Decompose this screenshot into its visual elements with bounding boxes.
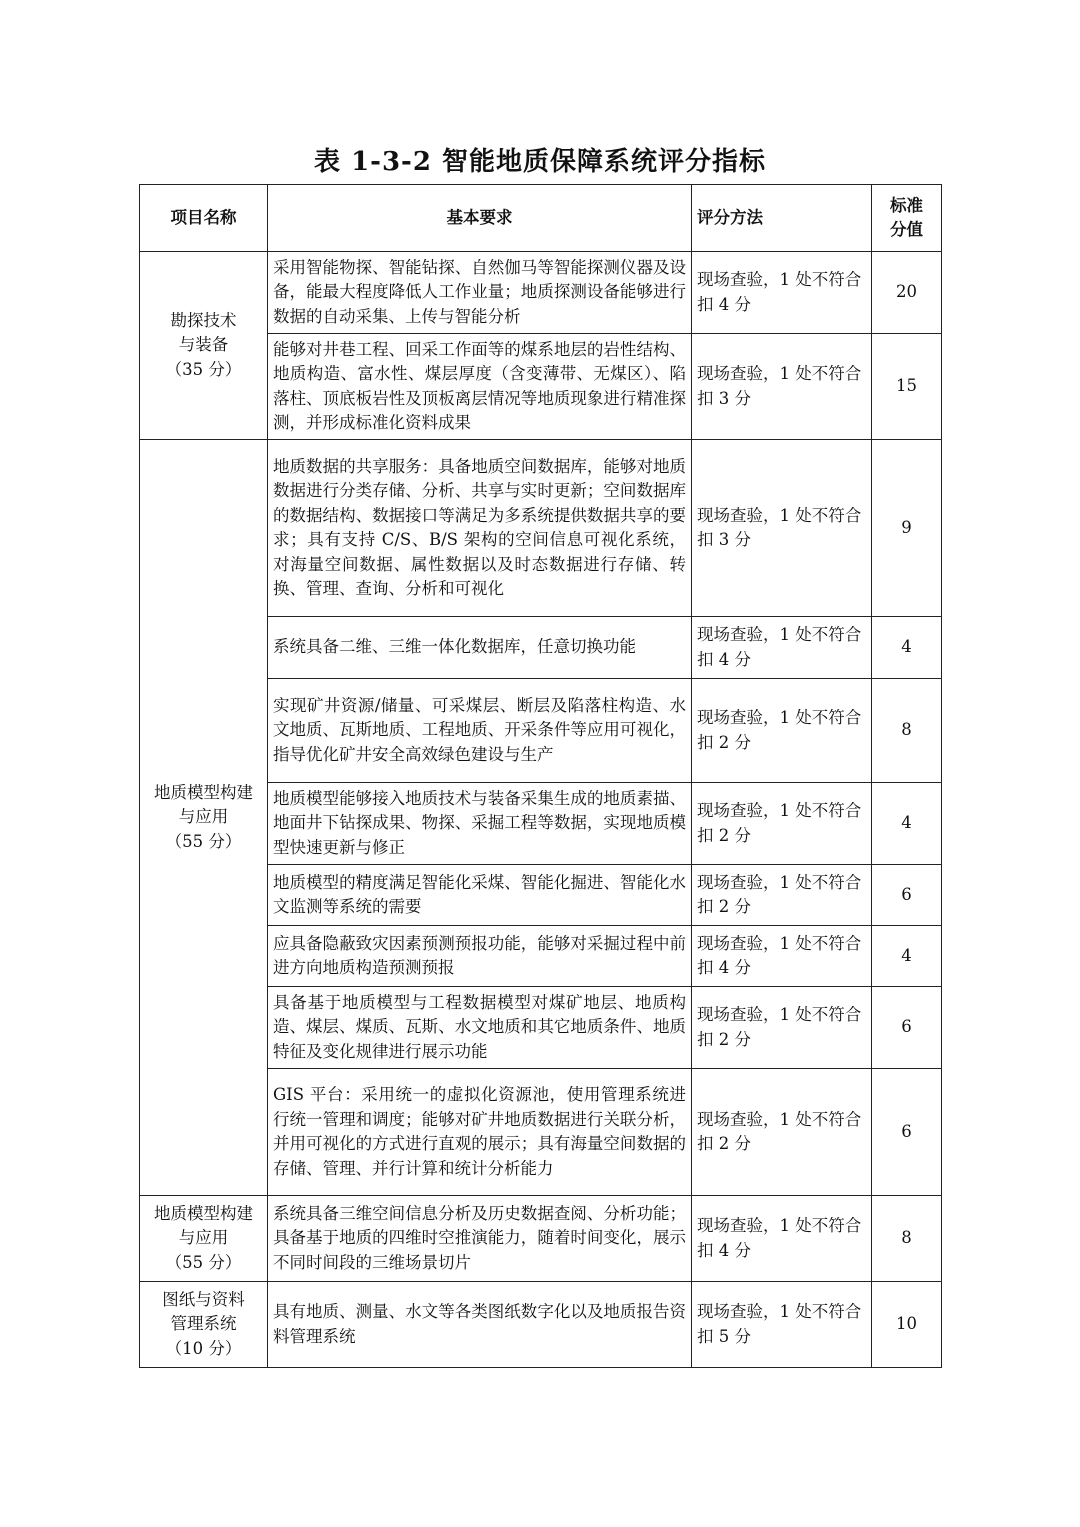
method-cell: 现场查验，1 处不符合扣 3 分: [692, 440, 872, 617]
header-row: [140, 185, 942, 252]
score-cell: 4: [872, 783, 942, 865]
table-row: [140, 252, 942, 334]
requirement-cell: 能够对井巷工程、回采工作面等的煤系地层的岩性结构、地质构造、富水性、煤层厚度（含变薄带、无煤区）、陷落柱、顶底板岩性及顶板离层情况等地质现象进行精准探测，并形成标准化资料成果: [268, 334, 692, 440]
group-name-line: 图纸与资料: [162, 1289, 245, 1309]
method-cell: 现场查验，1 处不符合扣 3 分: [692, 334, 872, 440]
score-cell: 6: [872, 1069, 942, 1196]
score-cell: 20: [872, 252, 942, 334]
group-name-line: 勘探技术: [170, 310, 237, 330]
requirement-cell: 具有地质、测量、水文等各类图纸数字化以及地质报告资料管理系统: [268, 1282, 692, 1368]
method-cell: 现场查验，1 处不符合扣 4 分: [692, 252, 872, 334]
group-name-line: 地质模型构建: [154, 1203, 253, 1223]
group-name-line: 与装备: [178, 335, 229, 355]
requirement-cell: 地质模型能够接入地质技术与装备采集生成的地质素描、地面井下钻探成果、物探、采掘工程等数据，实现地质模型快速更新与修正: [268, 783, 692, 865]
requirement-cell: GIS 平台：采用统一的虚拟化资源池，使用管理系统进行统一管理和调度；能够对矿井地质数据进行关联分析，并用可视化的方式进行直观的展示；具有海量空间数据的存储、管理、并行计算和统计分析能力: [268, 1069, 692, 1196]
header-score: [872, 185, 942, 252]
method-cell: 现场查验，1 处不符合扣 4 分: [692, 926, 872, 987]
group-name-line: （10 分）: [165, 1338, 242, 1358]
score-cell: 15: [872, 334, 942, 440]
group-name-line: （35 分）: [165, 359, 242, 379]
group-name-cell: [140, 252, 268, 440]
requirement-cell: 具备基于地质模型与工程数据模型对煤矿地层、地质构造、煤层、煤质、瓦斯、水文地质和其它地质条件、地质特征及变化规律进行展示功能: [268, 987, 692, 1069]
group-name-line: 地质模型构建: [154, 782, 253, 802]
requirement-cell: 实现矿井资源/储量、可采煤层、断层及陷落柱构造、水文地质、瓦斯地质、工程地质、开采条件等应用可视化，指导优化矿井安全高效绿色建设与生产: [268, 679, 692, 783]
method-cell: 现场查验，1 处不符合扣 2 分: [692, 679, 872, 783]
requirement-cell: 系统具备二维、三维一体化数据库，任意切换功能: [268, 617, 692, 679]
score-cell: 10: [872, 1282, 942, 1368]
score-cell: 6: [872, 987, 942, 1069]
method-cell: 现场查验，1 处不符合扣 2 分: [692, 987, 872, 1069]
group-name-line: （55 分）: [165, 1252, 242, 1272]
header-requirement: 基本要求: [268, 185, 692, 252]
method-cell: 现场查验，1 处不符合扣 4 分: [692, 617, 872, 679]
group-name-cell: [140, 440, 268, 1196]
method-cell: 现场查验，1 处不符合扣 2 分: [692, 1069, 872, 1196]
method-cell: 现场查验，1 处不符合扣 5 分: [692, 1282, 872, 1368]
requirement-cell: 系统具备三维空间信息分析及历史数据查阅、分析功能；具备基于地质的四维时空推演能力，随着时间变化，展示不同时间段的三维场景切片: [268, 1196, 692, 1282]
score-cell: 4: [872, 617, 942, 679]
score-cell: 8: [872, 679, 942, 783]
group-name-line: （55 分）: [165, 831, 242, 851]
table-row: [140, 1282, 942, 1368]
requirement-cell: 应具备隐蔽致灾因素预测预报功能，能够对采掘过程中前进方向地质构造预测预报: [268, 926, 692, 987]
requirement-cell: 采用智能物探、智能钻探、自然伽马等智能探测仪器及设备，能最大程度降低人工作业量；地质探测设备能够进行数据的自动采集、上传与智能分析: [268, 252, 692, 334]
header-score-line2: 分值: [890, 220, 923, 239]
requirement-cell: 地质数据的共享服务：具备地质空间数据库，能够对地质数据进行分类存储、分析、共享与实时更新；空间数据库的数据结构、数据接口等满足为多系统提供数据共享的要求；具有支持 C/S、B/S 架构的空间信息可视化系统，对海量空间数据、属性数据以及时态数据进行存储、转换、管理、查询、分析和可视化: [268, 440, 692, 617]
score-cell: 9: [872, 440, 942, 617]
table-title: 表 1-3-2 智能地质保障系统评分指标: [314, 147, 766, 177]
group-name-cell: [140, 1282, 268, 1368]
group-name-cell: [140, 1196, 268, 1282]
method-cell: 现场查验，1 处不符合扣 2 分: [692, 865, 872, 926]
score-cell: 6: [872, 865, 942, 926]
group-name-line: 管理系统: [170, 1314, 237, 1334]
group-name-line: 与应用: [178, 807, 229, 827]
table-row: [140, 440, 942, 617]
table-row: [140, 1196, 942, 1282]
header-item-name: 项目名称: [140, 185, 268, 252]
requirement-cell: 地质模型的精度满足智能化采煤、智能化掘进、智能化水文监测等系统的需要: [268, 865, 692, 926]
score-cell: 8: [872, 1196, 942, 1282]
group-name-line: 与应用: [178, 1228, 229, 1248]
method-cell: 现场查验，1 处不符合扣 4 分: [692, 1196, 872, 1282]
scoring-table: [139, 184, 942, 1368]
header-score-line1: 标准: [890, 195, 923, 215]
score-cell: 4: [872, 926, 942, 987]
header-method: 评分方法: [692, 185, 872, 252]
method-cell: 现场查验，1 处不符合扣 2 分: [692, 783, 872, 865]
